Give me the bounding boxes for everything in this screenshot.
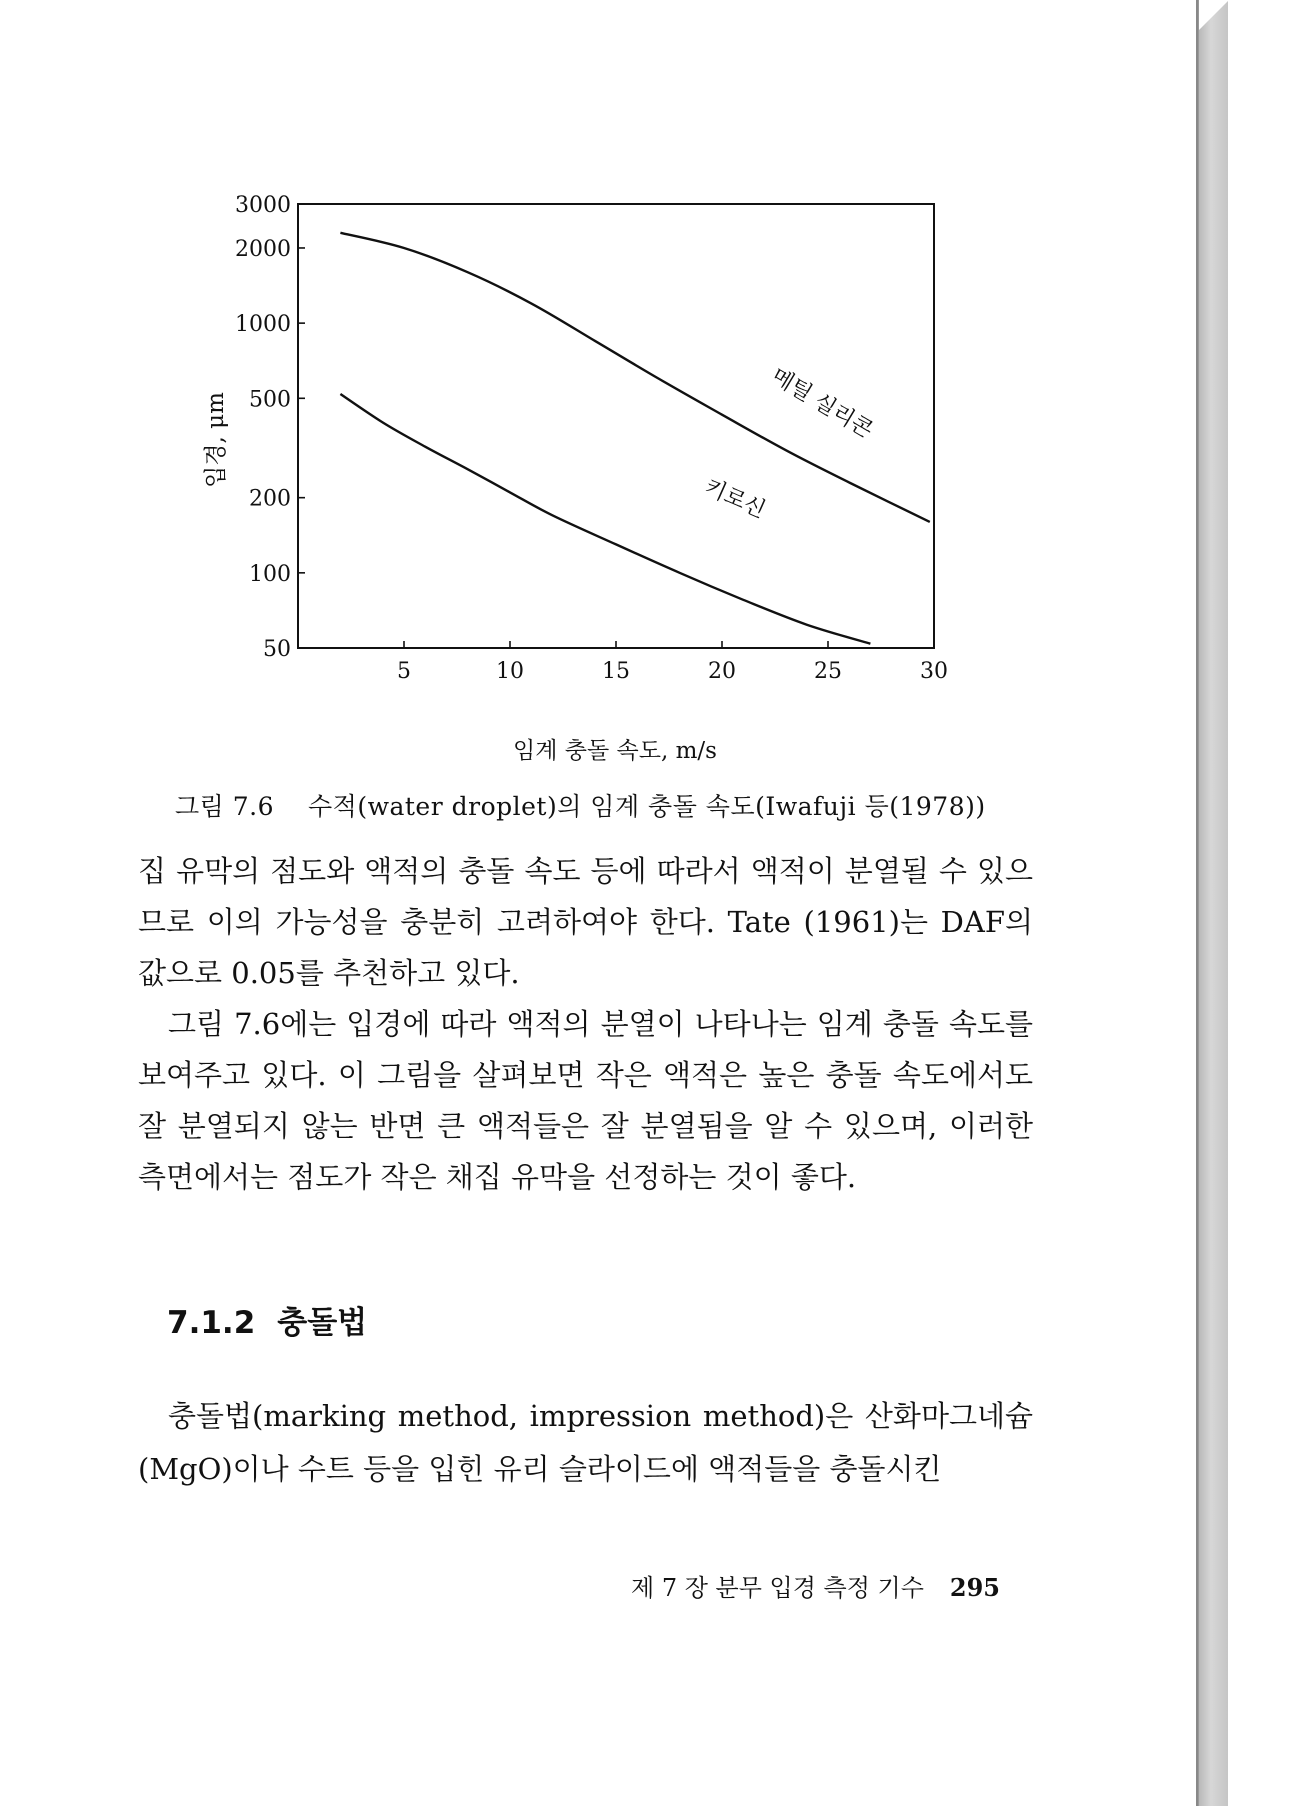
page-stack-edge <box>1198 0 1229 1806</box>
series-label-kerosene: 키로신 <box>700 474 769 524</box>
y-tick-label: 50 <box>263 637 291 662</box>
chart-series <box>340 233 929 644</box>
x-tick-label: 5 <box>397 659 411 684</box>
critical-velocity-chart <box>180 180 960 770</box>
figure-caption <box>175 787 1035 823</box>
y-tick-label: 1000 <box>235 312 291 338</box>
x-tick-label: 10 <box>496 659 524 684</box>
body-text-block <box>138 846 1033 1203</box>
footer-chapter-title: 제 7 장 분무 입경 측정 기수 <box>631 1574 924 1602</box>
section-title: 충돌법 <box>277 1305 368 1341</box>
y-tick-label: 2000 <box>235 236 291 262</box>
paragraph-1: 집 유막의 점도와 액적의 충돌 속도 등에 따라서 액적이 분열될 수 있으므로 이의 가능성을 충분히 고려하여야 한다. Tate (1961)는 DAF의 값으로 0.05를 추천하고 있다. <box>138 854 1033 990</box>
x-axis-label: 임계 충돌 속도, m/s <box>513 738 717 764</box>
paragraph-3: 충돌법(marking method, impression method)은 산화마그네슘(MgO)이나 수트 등을 입힌 유리 슬라이드에 액적들을 충돌시킨 <box>138 1399 1033 1486</box>
right-margin <box>1228 0 1291 1806</box>
paragraph-2: 그림 7.6에는 입경에 따라 액적의 분열이 나타나는 임계 충돌 속도를 보여주고 있다. 이 그림을 살펴보면 작은 액적은 높은 충돌 속도에서도 잘 분열되지 않는 반면 큰 액적들은 잘 분열됨을 알 수 있으며, 이러한 측면에서는 점도가 작은 채집 유막을 선정하는 것이 좋다. <box>138 1007 1033 1194</box>
x-tick-label: 20 <box>708 659 736 684</box>
y-tick-label: 500 <box>249 387 291 413</box>
figure-caption-number: 그림 7.6 <box>175 792 275 821</box>
y-tick-label: 100 <box>249 561 291 587</box>
page-footer <box>600 1568 1000 1603</box>
series-line-kerosene <box>340 394 870 644</box>
series-label-methyl-silicone: 메틸 실리콘 <box>766 363 877 444</box>
y-axis-label: 입경, μm <box>203 392 229 488</box>
y-tick-label: 3000 <box>235 193 291 218</box>
x-tick-label: 30 <box>920 659 948 684</box>
series-line-methyl-silicone <box>340 233 929 522</box>
y-axis-ticks <box>235 193 305 662</box>
section-number: 7.1.2 <box>167 1305 256 1341</box>
y-tick-label: 200 <box>249 486 291 512</box>
body-text-block-2 <box>138 1390 1033 1496</box>
page-number: 295 <box>949 1573 1000 1602</box>
figure-caption-text: 수적(water droplet)의 임계 충돌 속도(Iwafuji 등(1978)) <box>308 792 986 821</box>
section-heading <box>167 1297 367 1342</box>
x-tick-label: 25 <box>814 659 842 684</box>
x-tick-label: 15 <box>602 659 630 684</box>
